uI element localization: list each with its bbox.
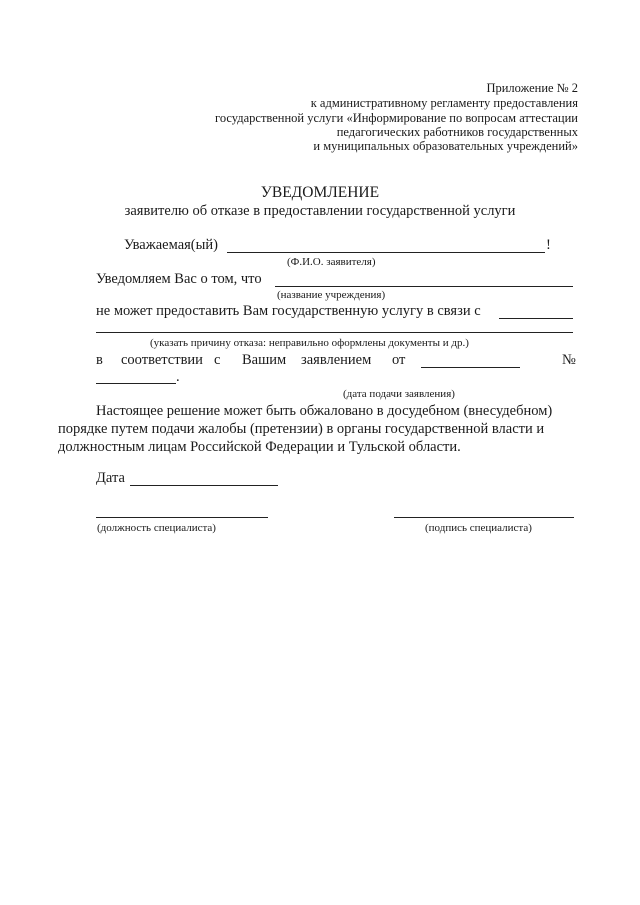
accordance-word: от bbox=[392, 352, 406, 368]
accordance-word: заявлением bbox=[301, 352, 372, 368]
greeting-label: Уважаемая(ый) bbox=[124, 237, 218, 253]
accordance-word: соответствии bbox=[121, 352, 203, 368]
signature-field[interactable] bbox=[394, 517, 574, 518]
date-field[interactable] bbox=[130, 485, 278, 486]
accordance-word: в bbox=[96, 352, 103, 368]
application-date-field[interactable] bbox=[421, 367, 520, 368]
number-end: . bbox=[176, 369, 180, 385]
fio-field[interactable] bbox=[227, 252, 545, 253]
fio-caption: (Ф.И.О. заявителя) bbox=[287, 256, 376, 268]
appeal-text-line: должностным лицам Российской Федерации и Тульской области. bbox=[58, 439, 461, 455]
reason-caption: (указать причину отказа: неправильно оформлены документы и др.) bbox=[150, 337, 469, 349]
notify-label: Уведомляем Вас о том, что bbox=[96, 271, 262, 287]
document-title: УВЕДОМЛЕНИЕ bbox=[260, 184, 380, 201]
accordance-word: с bbox=[214, 352, 221, 368]
application-number-field[interactable] bbox=[96, 383, 176, 384]
appendix-number: Приложение № 2 bbox=[486, 81, 578, 95]
appendix-line: педагогических работников государственных bbox=[336, 125, 578, 139]
appendix-line: к административному регламенту предоставления bbox=[310, 96, 578, 110]
number-sign: № bbox=[562, 352, 576, 368]
accordance-word: Вашим bbox=[242, 352, 287, 368]
institution-field[interactable] bbox=[275, 286, 573, 287]
date-caption: (дата подачи заявления) bbox=[343, 388, 455, 400]
appeal-text-line: Настоящее решение может быть обжаловано в досудебном (внесудебном) bbox=[96, 403, 553, 419]
greeting-end: ! bbox=[546, 237, 551, 253]
position-caption: (должность специалиста) bbox=[97, 522, 216, 534]
date-label: Дата bbox=[96, 470, 125, 486]
signature-caption: (подпись специалиста) bbox=[425, 522, 532, 534]
document-subtitle: заявителю об отказе в предоставлении государственной услуги bbox=[124, 203, 516, 219]
institution-caption: (название учреждения) bbox=[277, 289, 386, 301]
reason-field-start[interactable] bbox=[499, 318, 573, 319]
cannot-provide-label: не может предоставить Вам государственную услугу в связи с bbox=[96, 303, 481, 319]
position-field[interactable] bbox=[96, 517, 268, 518]
appeal-text-line: порядке путем подачи жалобы (претензии) в органы государственной власти и bbox=[58, 421, 545, 437]
appendix-line: государственной услуги «Информирование по вопросам аттестации bbox=[215, 111, 578, 125]
reason-field[interactable] bbox=[96, 332, 573, 333]
appendix-line: и муниципальных образовательных учреждений» bbox=[313, 139, 578, 153]
